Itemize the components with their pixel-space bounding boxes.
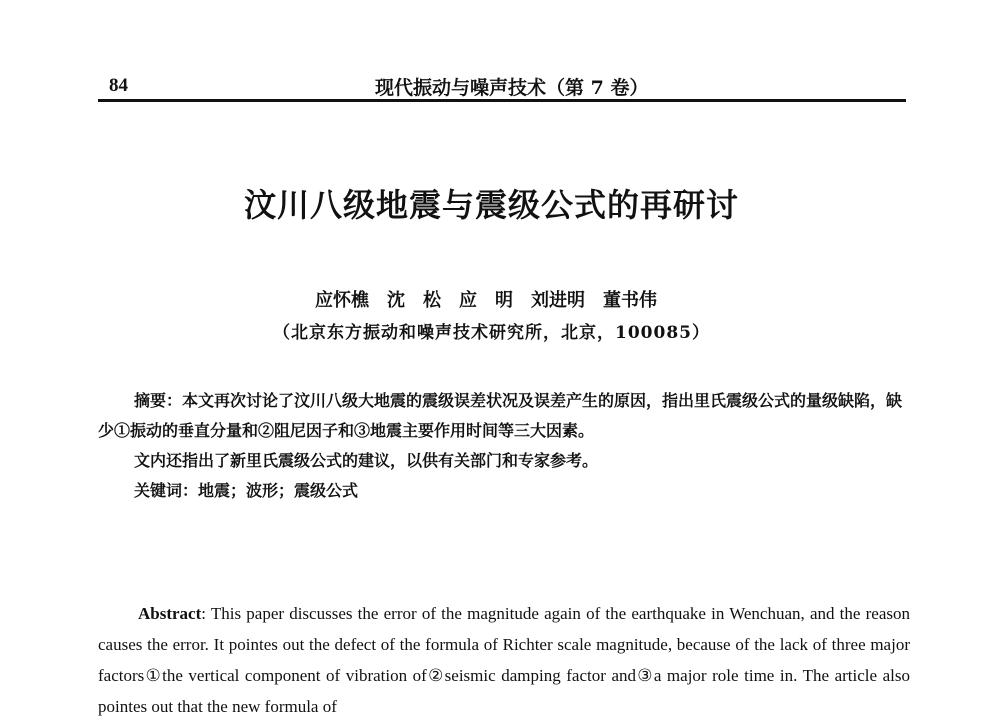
keywords-label: 关键词： [134,481,199,500]
abstract-label-en: Abstract [138,604,202,623]
keywords-line [98,476,910,506]
abstract-separator-en: : [201,604,211,623]
chinese-abstract [98,386,910,506]
running-header-title: 现代振动与噪声技术（第 7 卷） [375,77,649,99]
affiliation: （北京东方振动和噪声技术研究所，北京，100085） [273,323,710,343]
abstract-label-cn: 摘要： [134,391,183,410]
abstract-text-en: This paper discusses the error of the magnitude again of the earthquake in Wenchuan, and the reason causes the error. It pointes out the defect of the formula of Richter scale magnitude, because of the lack of three major factors①the vertical component of vibration of②seismic damping factor and③a major role time in. The article also pointes out that the new formula of [98,604,911,716]
author-list: 应怀樵 沈 松 应 明 刘进明 董书伟 [315,290,657,311]
english-abstract-paragraph [98,598,910,722]
chinese-abstract-paragraph-1 [98,386,910,446]
header-rule [98,99,906,102]
page-number: 84 [109,75,128,96]
abstract-text-cn: 本文再次讨论了汶川八级大地震的震级误差状况及误差产生的原因，指出里氏震级公式的量级缺陷，缺少①振动的垂直分量和②阻尼因子和③地震主要作用时间等三大因素。 [98,391,903,440]
chinese-abstract-paragraph-2: 文内还指出了新里氏震级公式的建议，以供有关部门和专家参考。 [134,451,599,470]
paper-title: 汶川八级地震与震级公式的再研讨 [244,186,740,224]
english-abstract [98,598,910,722]
keywords-text: 地震；波形；震级公式 [198,481,359,500]
